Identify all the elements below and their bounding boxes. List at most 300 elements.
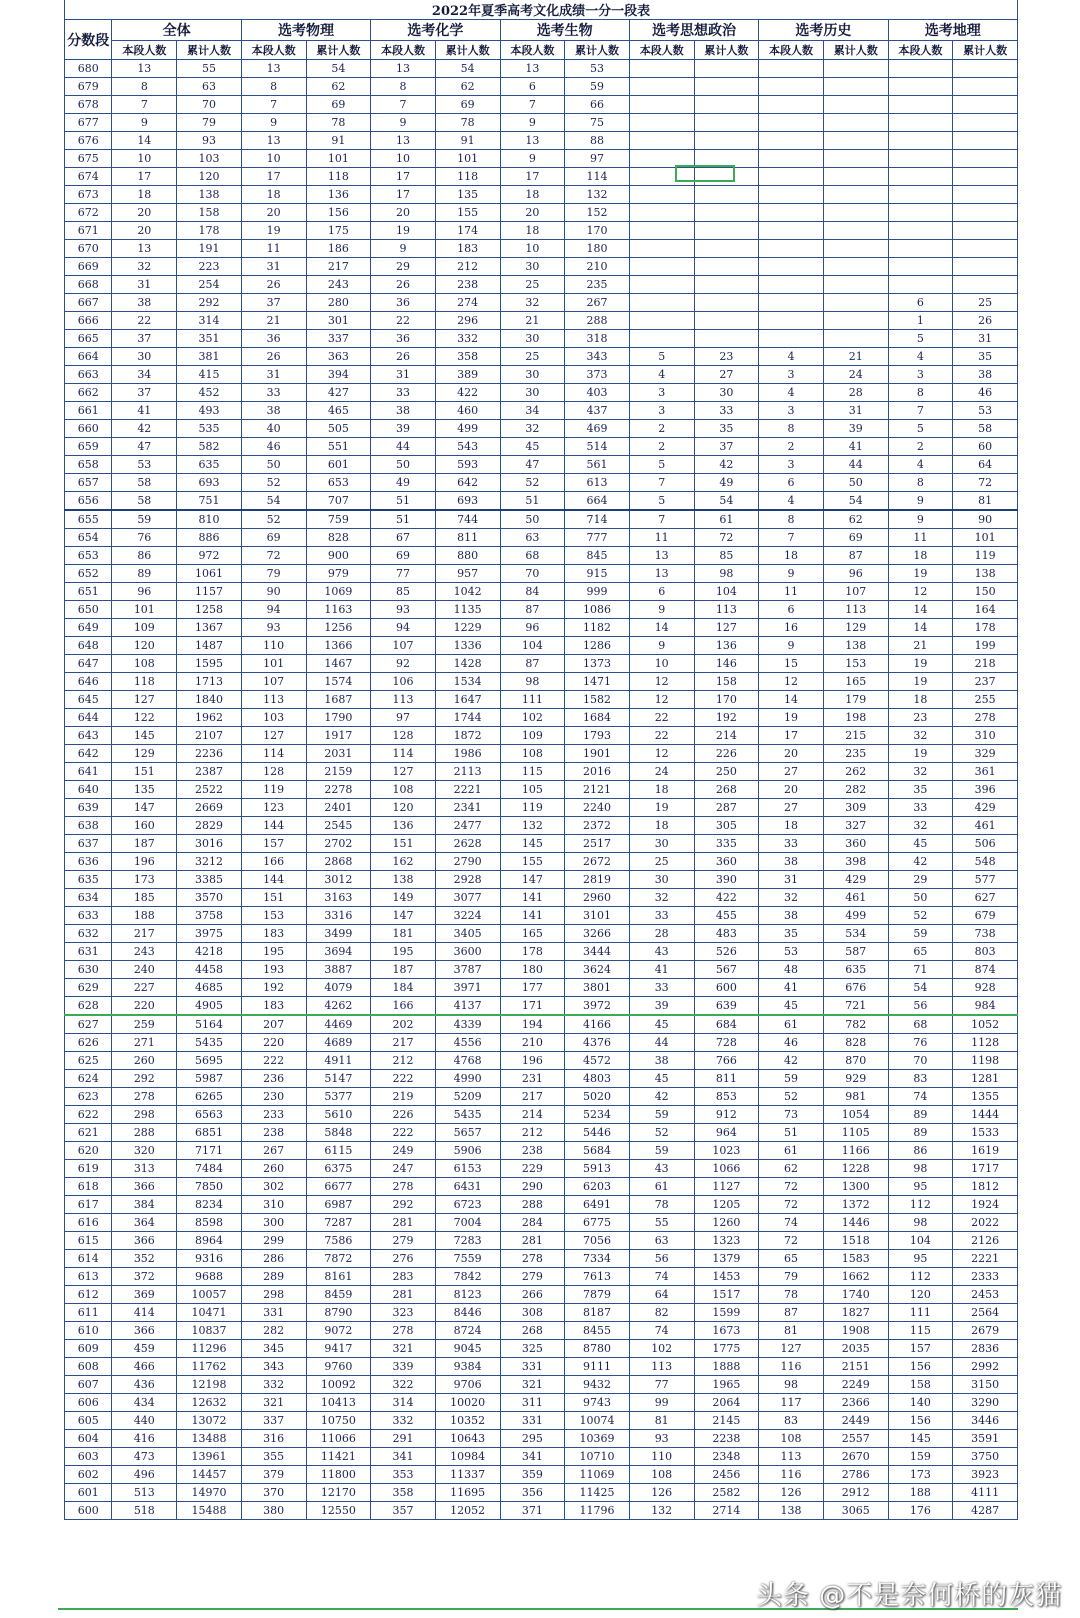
count-cell[interactable]: 15 [759,655,824,673]
count-cell[interactable]: 287 [694,799,759,817]
count-cell[interactable]: 2121 [565,781,630,799]
count-cell[interactable]: 343 [565,348,630,366]
count-cell[interactable]: 4218 [177,943,242,961]
count-cell[interactable]: 107 [823,583,888,601]
count-cell[interactable]: 358 [371,1484,436,1502]
count-cell[interactable]: 72 [241,547,306,565]
count-cell[interactable]: 271 [112,1034,177,1052]
count-cell[interactable]: 6851 [177,1124,242,1142]
count-cell[interactable]: 582 [177,438,242,456]
count-cell[interactable]: 587 [823,943,888,961]
count-cell[interactable]: 2341 [435,799,500,817]
count-cell[interactable]: 357 [371,1502,436,1520]
count-cell[interactable]: 11796 [565,1502,630,1520]
count-cell[interactable]: 9 [500,114,565,132]
count-cell[interactable]: 19 [888,745,953,763]
count-cell[interactable]: 1052 [953,1015,1018,1034]
count-cell[interactable]: 2545 [306,817,371,835]
count-cell[interactable]: 7056 [565,1232,630,1250]
count-cell[interactable]: 227 [112,979,177,997]
count-cell[interactable]: 8446 [435,1304,500,1322]
count-cell[interactable]: 1467 [306,655,371,673]
count-cell[interactable]: 337 [306,330,371,348]
count-cell[interactable]: 642 [435,474,500,492]
count-cell[interactable]: 11421 [306,1448,371,1466]
count-cell[interactable]: 2522 [177,781,242,799]
count-cell[interactable]: 1534 [435,673,500,691]
count-cell[interactable]: 115 [500,763,565,781]
count-cell[interactable]: 2582 [694,1484,759,1502]
count-cell[interactable]: 120 [371,799,436,817]
count-cell[interactable]: 170 [565,222,630,240]
score-cell[interactable]: 631 [65,943,112,961]
count-cell[interactable]: 32 [500,294,565,312]
count-cell[interactable] [953,114,1018,132]
count-cell[interactable]: 390 [694,871,759,889]
count-cell[interactable]: 4339 [435,1015,500,1034]
count-cell[interactable]: 2477 [435,817,500,835]
count-cell[interactable]: 693 [177,474,242,492]
count-cell[interactable] [823,78,888,96]
count-cell[interactable]: 9706 [435,1376,500,1394]
score-cell[interactable]: 660 [65,420,112,438]
count-cell[interactable]: 3446 [953,1412,1018,1430]
count-cell[interactable]: 52 [759,1088,824,1106]
count-cell[interactable]: 2387 [177,763,242,781]
count-cell[interactable]: 114 [565,168,630,186]
count-cell[interactable]: 19 [888,673,953,691]
count-cell[interactable]: 288 [112,1124,177,1142]
count-cell[interactable]: 33 [629,907,694,925]
count-cell[interactable] [629,114,694,132]
count-cell[interactable]: 928 [953,979,1018,997]
count-cell[interactable]: 1157 [177,583,242,601]
count-cell[interactable]: 332 [241,1376,306,1394]
score-cell[interactable]: 633 [65,907,112,925]
count-cell[interactable]: 6723 [435,1196,500,1214]
count-cell[interactable]: 62 [823,510,888,529]
count-cell[interactable] [888,60,953,78]
count-cell[interactable]: 184 [371,979,436,997]
score-cell[interactable]: 678 [65,96,112,114]
count-cell[interactable]: 957 [435,565,500,583]
count-cell[interactable]: 460 [435,402,500,420]
count-cell[interactable]: 499 [823,907,888,925]
count-cell[interactable]: 4 [888,456,953,474]
count-cell[interactable] [694,114,759,132]
count-cell[interactable]: 62 [759,1160,824,1178]
count-cell[interactable]: 5 [629,492,694,511]
count-cell[interactable]: 9760 [306,1358,371,1376]
count-cell[interactable]: 19 [371,222,436,240]
count-cell[interactable] [888,78,953,96]
count-cell[interactable]: 4458 [177,961,242,979]
count-cell[interactable]: 5164 [177,1015,242,1034]
count-cell[interactable]: 366 [112,1178,177,1196]
count-cell[interactable]: 3212 [177,853,242,871]
score-cell[interactable]: 670 [65,240,112,258]
count-cell[interactable]: 384 [112,1196,177,1214]
count-cell[interactable]: 1684 [565,709,630,727]
count-cell[interactable] [694,276,759,294]
count-cell[interactable]: 165 [500,925,565,943]
count-cell[interactable]: 3405 [435,925,500,943]
count-cell[interactable] [823,114,888,132]
count-cell[interactable]: 15488 [177,1502,242,1520]
count-cell[interactable]: 186 [306,240,371,258]
count-cell[interactable]: 156 [888,1358,953,1376]
count-cell[interactable]: 11762 [177,1358,242,1376]
count-cell[interactable]: 127 [371,763,436,781]
count-cell[interactable]: 111 [500,691,565,709]
count-cell[interactable]: 113 [241,691,306,709]
count-cell[interactable]: 14 [888,601,953,619]
count-cell[interactable]: 567 [694,961,759,979]
count-cell[interactable]: 1061 [177,565,242,583]
score-cell[interactable]: 606 [65,1394,112,1412]
count-cell[interactable]: 44 [371,438,436,456]
count-cell[interactable]: 52 [241,474,306,492]
count-cell[interactable]: 11066 [306,1430,371,1448]
count-cell[interactable]: 104 [500,637,565,655]
count-cell[interactable]: 2221 [953,1250,1018,1268]
count-cell[interactable]: 2016 [565,763,630,781]
score-cell[interactable]: 665 [65,330,112,348]
count-cell[interactable]: 11 [629,529,694,547]
count-cell[interactable]: 63 [629,1232,694,1250]
count-cell[interactable]: 103 [177,150,242,168]
count-cell[interactable]: 299 [241,1232,306,1250]
count-cell[interactable]: 8790 [306,1304,371,1322]
count-cell[interactable]: 8724 [435,1322,500,1340]
count-cell[interactable]: 7287 [306,1214,371,1232]
count-cell[interactable]: 5020 [565,1088,630,1106]
count-cell[interactable]: 684 [694,1015,759,1034]
count-cell[interactable]: 2557 [823,1430,888,1448]
count-cell[interactable]: 3 [759,456,824,474]
count-cell[interactable]: 2221 [435,781,500,799]
count-cell[interactable]: 1066 [694,1160,759,1178]
count-cell[interactable]: 359 [500,1466,565,1484]
score-cell[interactable]: 646 [65,673,112,691]
count-cell[interactable]: 31 [759,871,824,889]
count-cell[interactable]: 19 [241,222,306,240]
count-cell[interactable]: 102 [500,709,565,727]
score-cell[interactable]: 629 [65,979,112,997]
count-cell[interactable]: 3016 [177,835,242,853]
count-cell[interactable]: 155 [500,853,565,871]
count-cell[interactable]: 50 [823,474,888,492]
count-cell[interactable]: 28 [629,925,694,943]
count-cell[interactable]: 210 [500,1034,565,1052]
count-cell[interactable]: 109 [500,727,565,745]
count-cell[interactable]: 38 [759,853,824,871]
count-cell[interactable]: 279 [371,1232,436,1250]
count-cell[interactable]: 1713 [177,673,242,691]
score-cell[interactable]: 679 [65,78,112,96]
count-cell[interactable]: 72 [953,474,1018,492]
count-cell[interactable]: 36 [371,294,436,312]
count-cell[interactable]: 1105 [823,1124,888,1142]
count-cell[interactable]: 465 [306,402,371,420]
count-cell[interactable]: 170 [694,691,759,709]
count-cell[interactable]: 1775 [694,1340,759,1358]
count-cell[interactable] [629,330,694,348]
count-cell[interactable]: 3624 [565,961,630,979]
count-cell[interactable]: 266 [500,1286,565,1304]
score-cell[interactable]: 644 [65,709,112,727]
count-cell[interactable]: 13 [500,60,565,78]
count-cell[interactable]: 3266 [565,925,630,943]
count-cell[interactable]: 7 [888,402,953,420]
count-cell[interactable]: 313 [112,1160,177,1178]
count-cell[interactable]: 85 [694,547,759,565]
count-cell[interactable]: 67 [371,529,436,547]
count-cell[interactable]: 302 [241,1178,306,1196]
count-cell[interactable]: 39 [629,997,694,1016]
count-cell[interactable]: 116 [759,1466,824,1484]
count-cell[interactable] [888,258,953,276]
count-cell[interactable]: 156 [306,204,371,222]
count-cell[interactable]: 187 [371,961,436,979]
count-cell[interactable]: 13072 [177,1412,242,1430]
count-cell[interactable]: 52 [500,474,565,492]
count-cell[interactable]: 18 [112,186,177,204]
count-cell[interactable]: 2 [759,438,824,456]
count-cell[interactable]: 183 [435,240,500,258]
count-cell[interactable]: 282 [823,781,888,799]
count-cell[interactable]: 370 [241,1484,306,1502]
count-cell[interactable]: 278 [953,709,1018,727]
count-cell[interactable] [629,276,694,294]
count-cell[interactable]: 72 [694,529,759,547]
count-cell[interactable]: 38 [241,402,306,420]
count-cell[interactable]: 2960 [565,889,630,907]
count-cell[interactable]: 219 [371,1088,436,1106]
score-cell[interactable]: 680 [65,60,112,78]
count-cell[interactable]: 145 [888,1430,953,1448]
count-cell[interactable]: 3694 [306,943,371,961]
count-cell[interactable]: 97 [371,709,436,727]
count-cell[interactable]: 51 [759,1124,824,1142]
count-cell[interactable]: 243 [112,943,177,961]
count-cell[interactable]: 3758 [177,907,242,925]
count-cell[interactable]: 42 [112,420,177,438]
score-cell[interactable]: 618 [65,1178,112,1196]
score-cell[interactable]: 622 [65,1106,112,1124]
count-cell[interactable]: 461 [823,889,888,907]
count-cell[interactable]: 3923 [953,1466,1018,1484]
count-cell[interactable] [759,258,824,276]
count-cell[interactable]: 226 [371,1106,436,1124]
count-cell[interactable] [823,276,888,294]
count-cell[interactable]: 179 [823,691,888,709]
count-cell[interactable]: 11800 [306,1466,371,1484]
count-cell[interactable]: 1366 [306,637,371,655]
count-cell[interactable]: 54 [694,492,759,511]
count-cell[interactable]: 194 [500,1015,565,1034]
count-cell[interactable]: 10020 [435,1394,500,1412]
count-cell[interactable]: 323 [371,1304,436,1322]
count-cell[interactable]: 43 [629,943,694,961]
count-cell[interactable]: 9743 [565,1394,630,1412]
count-cell[interactable]: 129 [823,619,888,637]
count-cell[interactable] [629,204,694,222]
count-cell[interactable]: 111 [888,1304,953,1322]
count-cell[interactable]: 455 [694,907,759,925]
count-cell[interactable]: 1373 [565,655,630,673]
count-cell[interactable]: 466 [112,1358,177,1376]
count-cell[interactable]: 3801 [565,979,630,997]
count-cell[interactable]: 1619 [953,1142,1018,1160]
score-cell[interactable]: 607 [65,1376,112,1394]
count-cell[interactable]: 12 [888,583,953,601]
count-cell[interactable] [888,132,953,150]
count-cell[interactable]: 141 [500,907,565,925]
count-cell[interactable]: 180 [565,240,630,258]
count-cell[interactable]: 2679 [953,1322,1018,1340]
score-cell[interactable]: 661 [65,402,112,420]
count-cell[interactable]: 981 [823,1088,888,1106]
count-cell[interactable]: 87 [500,655,565,673]
count-cell[interactable]: 1086 [565,601,630,619]
count-cell[interactable]: 101 [953,529,1018,547]
count-cell[interactable]: 496 [112,1466,177,1484]
count-cell[interactable]: 296 [435,312,500,330]
count-cell[interactable] [759,114,824,132]
count-cell[interactable]: 1740 [823,1286,888,1304]
score-cell[interactable]: 668 [65,276,112,294]
count-cell[interactable]: 44 [629,1034,694,1052]
count-cell[interactable]: 178 [953,619,1018,637]
count-cell[interactable]: 292 [177,294,242,312]
count-cell[interactable]: 1517 [694,1286,759,1304]
count-cell[interactable]: 2 [629,438,694,456]
count-cell[interactable]: 664 [565,492,630,511]
count-cell[interactable]: 12198 [177,1376,242,1394]
score-cell[interactable]: 601 [65,1484,112,1502]
count-cell[interactable]: 2702 [306,835,371,853]
count-cell[interactable]: 64 [953,456,1018,474]
count-cell[interactable]: 104 [888,1232,953,1250]
count-cell[interactable]: 9384 [435,1358,500,1376]
count-cell[interactable]: 335 [694,835,759,853]
count-cell[interactable]: 116 [759,1358,824,1376]
count-cell[interactable]: 173 [112,871,177,889]
count-cell[interactable]: 60 [953,438,1018,456]
count-cell[interactable]: 1647 [435,691,500,709]
count-cell[interactable]: 192 [694,709,759,727]
count-cell[interactable]: 292 [112,1070,177,1088]
count-cell[interactable]: 759 [306,510,371,529]
count-cell[interactable]: 214 [500,1106,565,1124]
count-cell[interactable]: 707 [306,492,371,511]
count-cell[interactable]: 136 [306,186,371,204]
count-cell[interactable]: 6431 [435,1178,500,1196]
count-cell[interactable]: 39 [371,420,436,438]
count-cell[interactable]: 73 [759,1106,824,1124]
count-cell[interactable]: 31 [953,330,1018,348]
count-cell[interactable]: 5435 [177,1034,242,1052]
count-cell[interactable]: 3570 [177,889,242,907]
count-cell[interactable]: 535 [177,420,242,438]
count-cell[interactable]: 1717 [953,1160,1018,1178]
count-cell[interactable] [888,150,953,168]
count-cell[interactable]: 7872 [306,1250,371,1268]
count-cell[interactable]: 18 [629,817,694,835]
count-cell[interactable]: 1827 [823,1304,888,1322]
count-cell[interactable] [953,258,1018,276]
count-cell[interactable]: 1518 [823,1232,888,1250]
count-cell[interactable]: 5446 [565,1124,630,1142]
count-cell[interactable]: 110 [629,1448,694,1466]
score-cell[interactable]: 662 [65,384,112,402]
count-cell[interactable]: 316 [241,1430,306,1448]
score-cell[interactable]: 636 [65,853,112,871]
count-cell[interactable] [823,294,888,312]
count-cell[interactable]: 9417 [306,1340,371,1358]
count-cell[interactable]: 8455 [565,1322,630,1340]
count-cell[interactable]: 366 [112,1232,177,1250]
count-cell[interactable]: 101 [112,601,177,619]
score-cell[interactable]: 621 [65,1124,112,1142]
count-cell[interactable]: 32 [629,889,694,907]
count-cell[interactable]: 9 [759,565,824,583]
count-cell[interactable] [629,186,694,204]
count-cell[interactable]: 1872 [435,727,500,745]
count-cell[interactable] [694,186,759,204]
count-cell[interactable]: 4 [759,384,824,402]
count-cell[interactable]: 2333 [953,1268,1018,1286]
count-cell[interactable]: 23 [694,348,759,366]
count-cell[interactable]: 526 [694,943,759,961]
count-cell[interactable]: 12550 [306,1502,371,1520]
count-cell[interactable]: 2240 [565,799,630,817]
count-cell[interactable]: 99 [629,1394,694,1412]
count-cell[interactable]: 127 [759,1340,824,1358]
count-cell[interactable]: 30 [500,330,565,348]
count-cell[interactable]: 11 [759,583,824,601]
count-cell[interactable] [629,312,694,330]
count-cell[interactable]: 3290 [953,1394,1018,1412]
count-cell[interactable]: 96 [500,619,565,637]
count-cell[interactable] [953,96,1018,114]
count-cell[interactable]: 811 [694,1070,759,1088]
count-cell[interactable] [823,240,888,258]
count-cell[interactable]: 7 [629,474,694,492]
count-cell[interactable]: 33 [371,384,436,402]
count-cell[interactable]: 25 [500,348,565,366]
count-cell[interactable]: 144 [241,817,306,835]
count-cell[interactable] [759,150,824,168]
count-cell[interactable] [694,132,759,150]
count-cell[interactable]: 434 [112,1394,177,1412]
count-cell[interactable]: 3 [629,402,694,420]
count-cell[interactable]: 21 [500,312,565,330]
count-cell[interactable]: 7842 [435,1268,500,1286]
count-cell[interactable]: 777 [565,529,630,547]
count-cell[interactable]: 20 [371,204,436,222]
count-cell[interactable]: 929 [823,1070,888,1088]
count-cell[interactable]: 79 [759,1268,824,1286]
count-cell[interactable]: 2790 [435,853,500,871]
count-cell[interactable]: 18 [759,817,824,835]
count-cell[interactable]: 20 [759,745,824,763]
count-cell[interactable]: 337 [241,1412,306,1430]
count-cell[interactable] [888,96,953,114]
count-cell[interactable]: 177 [500,979,565,997]
count-cell[interactable] [823,222,888,240]
